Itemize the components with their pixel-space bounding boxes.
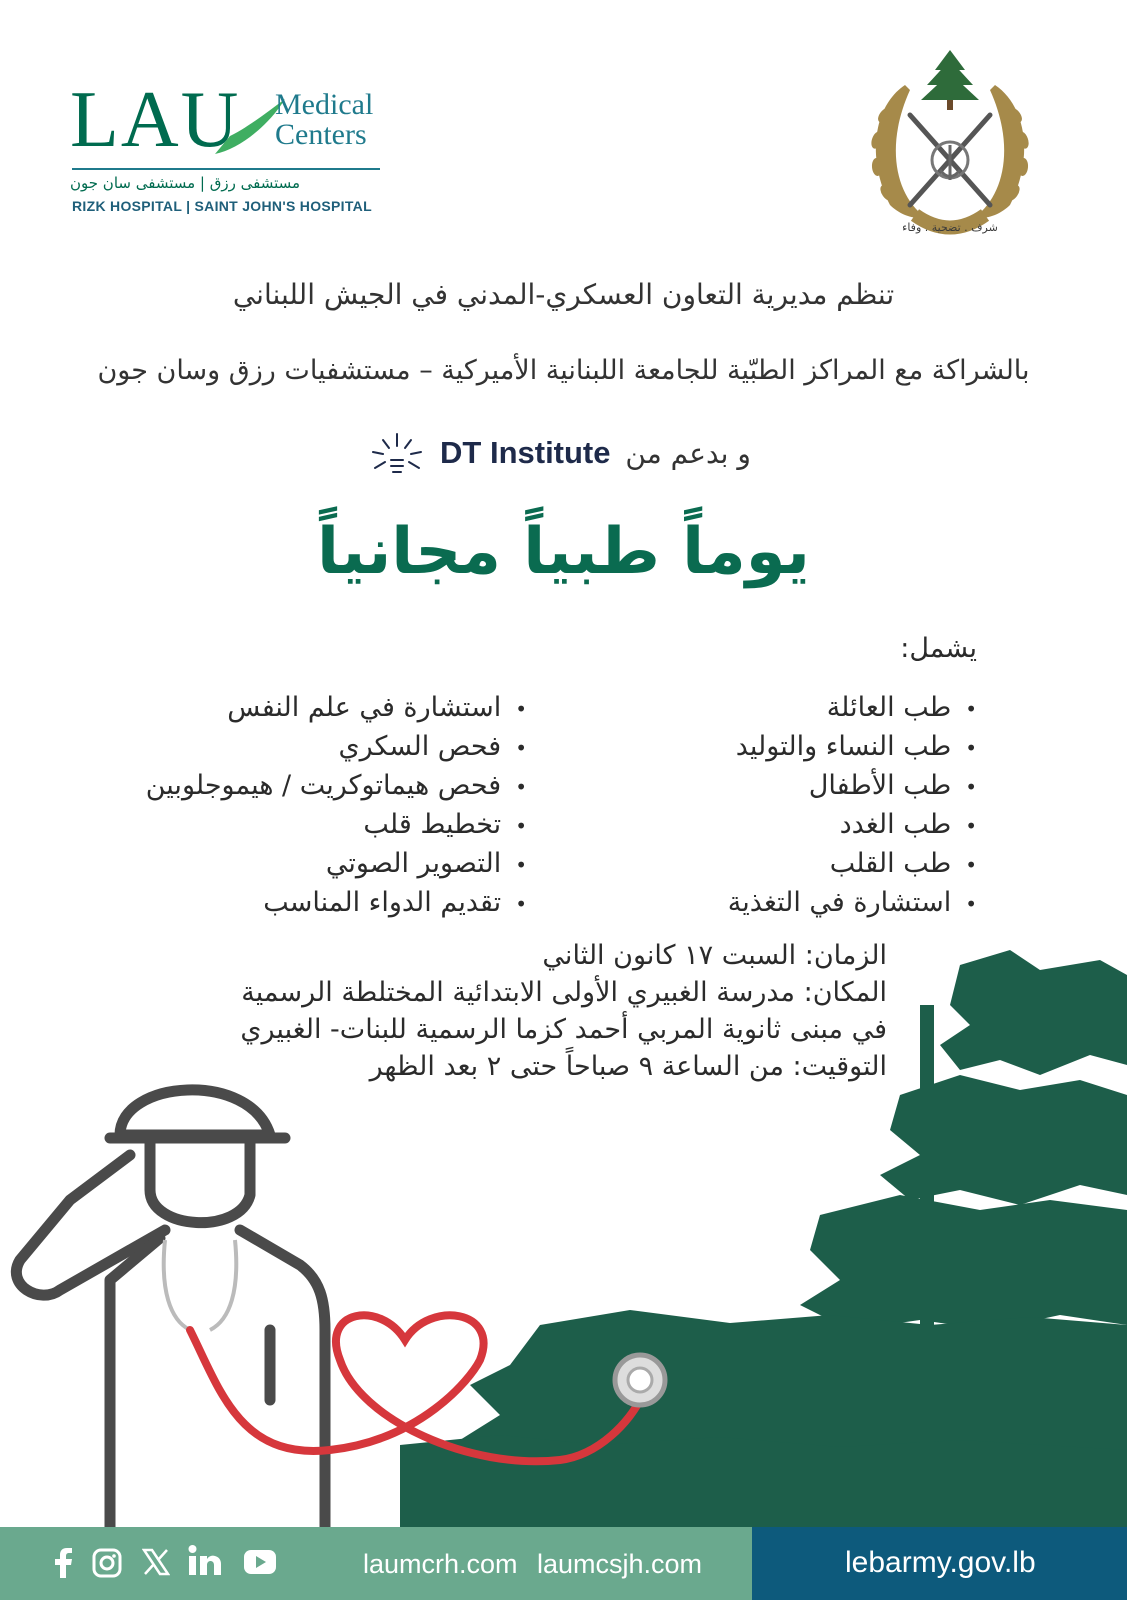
linkedin-icon[interactable] bbox=[188, 1544, 222, 1576]
list-item: • طب العائلة bbox=[728, 688, 977, 727]
includes-label: يشمل: bbox=[900, 633, 977, 664]
heart-stethoscope-tube bbox=[190, 1315, 640, 1461]
list-item: • استشارة في علم النفس bbox=[146, 688, 527, 727]
lau-logo bbox=[70, 76, 400, 220]
link-laumcrh[interactable]: laumcrh.com bbox=[363, 1549, 518, 1579]
support-line bbox=[350, 430, 770, 480]
list-item: • طب الأطفال bbox=[728, 766, 977, 805]
instagram-icon[interactable] bbox=[92, 1548, 122, 1578]
x-icon[interactable] bbox=[142, 1548, 170, 1576]
event-title: يوماً طبياً مجانياً bbox=[317, 515, 810, 589]
saluting-soldier-illustration bbox=[0, 1060, 700, 1527]
dt-institute-icon bbox=[369, 430, 425, 480]
hospitals-arabic: مستشفى رزق | مستشفى سان جون bbox=[70, 174, 301, 192]
services-list-right bbox=[728, 688, 977, 922]
event-hours: التوقيت: من الساعة ٩ صباحاً حتى ٢ بعد الظهر bbox=[369, 1051, 887, 1082]
logo-rule bbox=[72, 168, 380, 170]
medical-centers-label bbox=[275, 90, 373, 150]
partnership-line: بالشراكة مع المراكز الطبّية للجامعة اللبنانية الأميركية – مستشفيات رزق وسان جون bbox=[97, 355, 1030, 386]
support-prefix: و بدعم من bbox=[625, 437, 751, 470]
list-item: • طب القلب bbox=[728, 844, 977, 883]
lau-wordmark: LAU bbox=[70, 76, 241, 164]
dt-institute-name: DT Institute bbox=[440, 435, 611, 470]
event-place-detail: في مبنى ثانوية المربي أحمد كزما الرسمية للبنات- الغبيري bbox=[240, 1014, 887, 1045]
list-item: • التصوير الصوتي bbox=[146, 844, 527, 883]
list-item: • تقديم الدواء المناسب bbox=[146, 883, 527, 922]
medical-word: Medical bbox=[275, 88, 374, 121]
hospitals-english: RIZK HOSPITAL | SAINT JOHN'S HOSPITAL bbox=[72, 198, 372, 214]
event-time: الزمان: السبت ١٧ كانون الثاني bbox=[542, 940, 887, 971]
list-item: • تخطيط قلب bbox=[146, 805, 527, 844]
list-item: • طب الغدد bbox=[728, 805, 977, 844]
list-item: • فحص هيماتوكريت / هيموجلوبين bbox=[146, 766, 527, 805]
list-item: • فحص السكري bbox=[146, 727, 527, 766]
army-motto: شرف . تضحية . وفاء bbox=[902, 221, 998, 234]
lebanese-army-emblem-icon bbox=[855, 45, 1045, 245]
list-item: • طب النساء والتوليد bbox=[728, 727, 977, 766]
facebook-icon[interactable] bbox=[52, 1548, 74, 1578]
link-laumcsjh[interactable]: laumcsjh.com bbox=[537, 1549, 703, 1579]
centers-word: Centers bbox=[275, 118, 367, 151]
list-item: • استشارة في التغذية bbox=[728, 883, 977, 922]
event-place: المكان: مدرسة الغبيري الأولى الابتدائية المختلطة الرسمية bbox=[241, 977, 887, 1008]
services-list-left bbox=[146, 688, 527, 922]
youtube-icon[interactable] bbox=[243, 1548, 277, 1576]
organizer-line: تنظم مديرية التعاون العسكري-المدني في الجيش اللبناني bbox=[232, 278, 895, 311]
link-lebarmy[interactable]: lebarmy.gov.lb bbox=[845, 1546, 1036, 1579]
